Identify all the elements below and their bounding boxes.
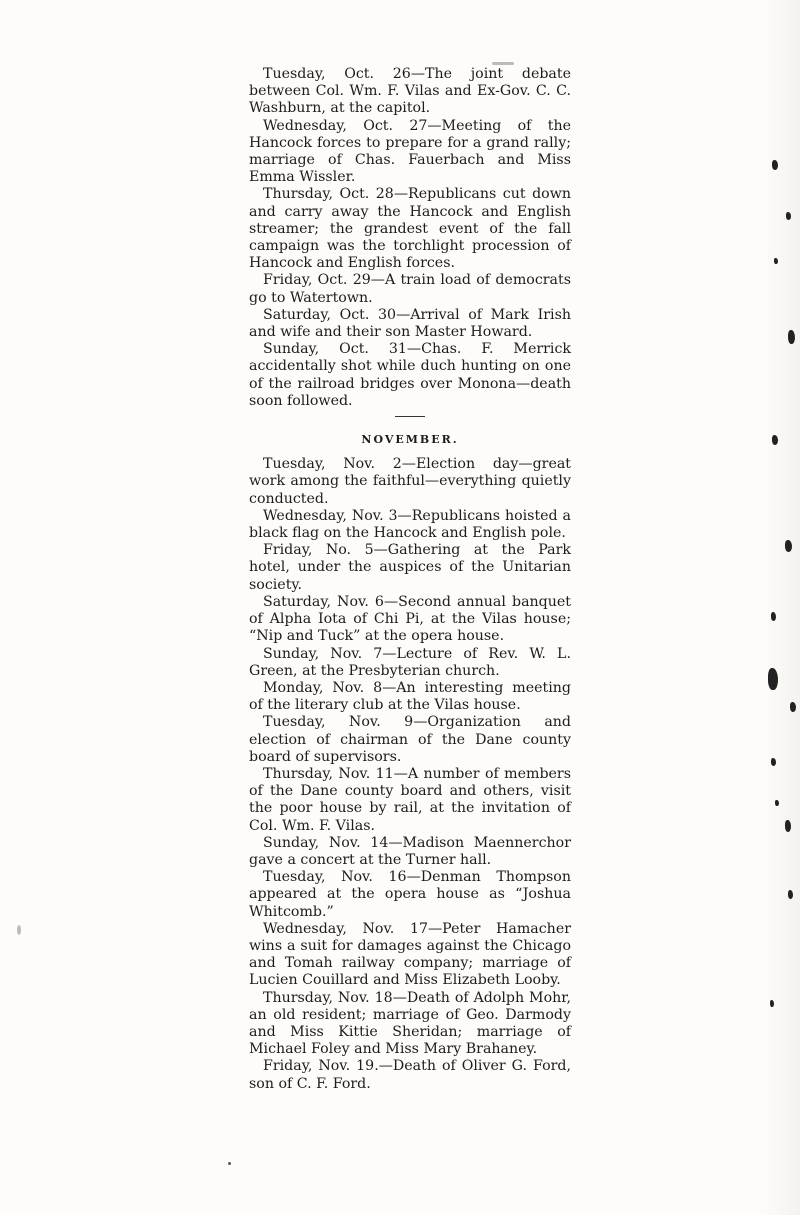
- edge-mark: [785, 820, 791, 832]
- paper-speck: [228, 1162, 231, 1165]
- calendar-entry: Thursday, Oct. 28—Republicans cut down and carry away the Hancock and English streamer; the grandest event of the fall campaign was the torchlight procession of Hancock and English forces.: [249, 186, 571, 272]
- calendar-entry: Tuesday, Nov. 16—Denman Thompson appeared at the opera house as “Joshua Whitcomb.”: [249, 869, 571, 920]
- calendar-entry: Friday, No. 5—Gathering at the Park hotel, under the auspices of the Unitarian society.: [249, 542, 571, 593]
- calendar-entry: Tuesday, Nov. 2—Election day—great work among the faithful—everything quietly conducted.: [249, 456, 571, 507]
- paper-speck: [492, 62, 514, 65]
- calendar-entry: Saturday, Oct. 30—Arrival of Mark Irish and wife and their son Master Howard.: [249, 306, 571, 341]
- edge-mark: [772, 435, 778, 445]
- edge-mark: [786, 212, 791, 220]
- article-column: [249, 66, 571, 1093]
- edge-mark: [771, 758, 776, 766]
- edge-mark: [788, 330, 795, 344]
- calendar-entry: Wednesday, Oct. 27—Meeting of the Hancock forces to prepare for a grand rally; marriage of Chas. Fauerbach and Miss Emma Wissler.: [249, 117, 571, 186]
- edge-mark: [790, 702, 796, 712]
- calendar-entry: Monday, Nov. 8—An interesting meeting of the literary club at the Vilas house.: [249, 679, 571, 714]
- calendar-entry: Thursday, Nov. 11—A number of members of the Dane county board and others, visit the poor house by rail, at the invitation of Col. Wm. F. Vilas.: [249, 765, 571, 834]
- edge-mark: [768, 668, 778, 690]
- calendar-entry: Wednesday, Nov. 3—Republicans hoisted a black flag on the Hancock and English pole.: [249, 507, 571, 542]
- calendar-entry: Wednesday, Nov. 17—Peter Hamacher wins a suit for damages against the Chicago and Tomah railway company; marriage of Lucien Couillard and Miss Elizabeth Looby.: [249, 920, 571, 989]
- edge-mark: [771, 612, 776, 621]
- calendar-entry: Friday, Oct. 29—A train load of democrats go to Watertown.: [249, 272, 571, 306]
- section-divider: [395, 416, 425, 417]
- edge-mark: [785, 540, 792, 552]
- calendar-entry: Sunday, Oct. 31—Chas. F. Merrick accidentally shot while duch hunting on one of the railroad bridges over Monona—death soon followed.: [249, 341, 571, 409]
- calendar-entry: Tuesday, Oct. 26—The joint debate between Col. Wm. F. Vilas and Ex-Gov. C. C. Washburn, at the capitol.: [249, 66, 571, 117]
- edge-mark: [772, 160, 778, 170]
- calendar-entry: Saturday, Nov. 6—Second annual banquet of Alpha Iota of Chi Pi, at the Vilas house; “Nip and Tuck” at the opera house.: [249, 593, 571, 645]
- page-edge-shadow: [762, 0, 800, 1215]
- calendar-entry: Sunday, Nov. 14—Madison Maennerchor gave a concert at the Turner hall.: [249, 834, 571, 868]
- section-heading-november: NOVEMBER.: [361, 433, 459, 447]
- calendar-entry: Thursday, Nov. 18—Death of Adolph Mohr, an old resident; marriage of Geo. Darmody and Miss Kittie Sheridan; marriage of Michael Foley and Miss Mary Brahaney.: [249, 989, 571, 1058]
- edge-mark: [775, 800, 779, 806]
- calendar-entry: Friday, Nov. 19.—Death of Oliver G. Ford, son of C. F. Ford.: [249, 1058, 571, 1092]
- paper-speck: [17, 925, 21, 935]
- edge-mark: [770, 1000, 774, 1007]
- edge-mark: [774, 258, 778, 264]
- october-entries: [249, 66, 571, 410]
- calendar-entry: Sunday, Nov. 7—Lecture of Rev. W. L. Green, at the Presbyterian church.: [249, 645, 571, 679]
- calendar-entry: Tuesday, Nov. 9—Organization and election of chairman of the Dane county board of supervisors.: [249, 714, 571, 765]
- edge-mark: [788, 890, 793, 899]
- november-entries: [249, 456, 571, 1093]
